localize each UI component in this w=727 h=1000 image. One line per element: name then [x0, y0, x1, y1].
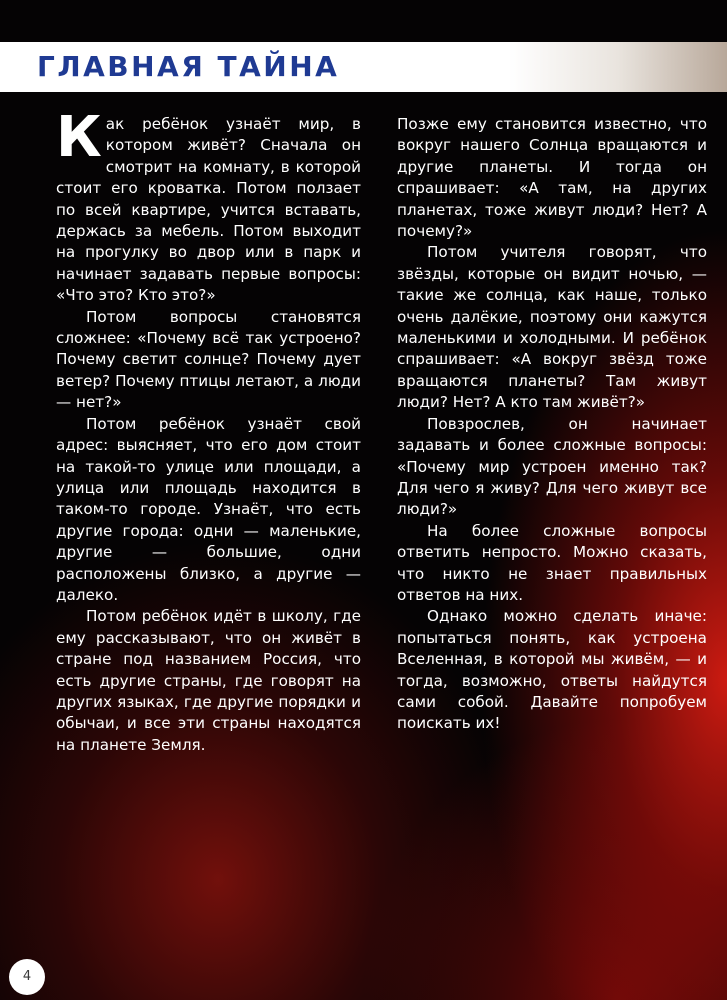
paragraph: Потом ребёнок узнаёт свой адрес: выясняет, что его дом стоит на такой-то улице или площади, а улица или площадь находится в таком-то городе. Узнаёт, что есть другие города: одни — маленькие, другие — большие, одни расположены близко, а другие — далеко. — [56, 414, 361, 604]
paragraph: Потом вопросы становятся сложнее: «Почему всё так устроено? Почему светит солнце? Почему дует ветер? Почему птицы летают, а люди — нет?» — [56, 307, 361, 412]
paragraph: Потом ребёнок идёт в школу, где ему рассказывают, что он живёт в стране под названием Россия, что есть другие страны, где говорят на других языках, где другие порядки и обычаи, и все эти страны находятся на планете Земля. — [56, 607, 361, 754]
paragraph: Повзрослев, он начинает задавать и более сложные вопросы: «Почему мир устроен именно так? Для чего я живу? Для чего живут все люди?» — [397, 414, 707, 519]
paragraph — [56, 105, 361, 307]
page-title: ГЛАВНАЯ ТАЙНА — [37, 50, 340, 83]
paragraph-text: ак ребёнок узнаёт мир, в котором живёт? Сначала он смотрит на комнату, в которой стоит его кроватка. Потом ползает по всей квартире, учится вставать, держась за мебель. Потом выходит на прогулку во двор или в парк и начинает задавать первые вопросы: «Что это? Кто это?» — [56, 115, 361, 305]
paragraph: Позже ему становится известно, что вокруг нашего Солнца вращаются и другие планеты. И тогда он спрашивает: «А там, на других планетах, тоже живут люди? Нет? А почему?» — [397, 115, 707, 241]
paragraph: Потом учителя говорят, что звёзды, которые он видит ночью, — такие же солнца, как наше, только очень далёкие, поэтому они кажутся маленькими и холодными. И ребёнок спрашивает: «А вокруг звёзд тоже вращаются планеты? Там живут люди? Нет? А кто там живёт?» — [397, 243, 707, 412]
right-column — [397, 114, 707, 735]
paragraph: На более сложные вопросы ответить непросто. Можно сказать, что никто не знает правильных ответов на них. — [397, 521, 707, 604]
left-column — [56, 105, 361, 756]
drop-cap: К — [56, 105, 102, 170]
page-number: 4 — [9, 959, 45, 995]
title-band — [0, 42, 727, 92]
paragraph: Однако можно сделать иначе: попытаться понять, как устроена Вселенная, в которой мы живём, — и тогда, возможно, ответы найдутся сами собой. Давайте попробуем поискать их! — [397, 607, 707, 733]
